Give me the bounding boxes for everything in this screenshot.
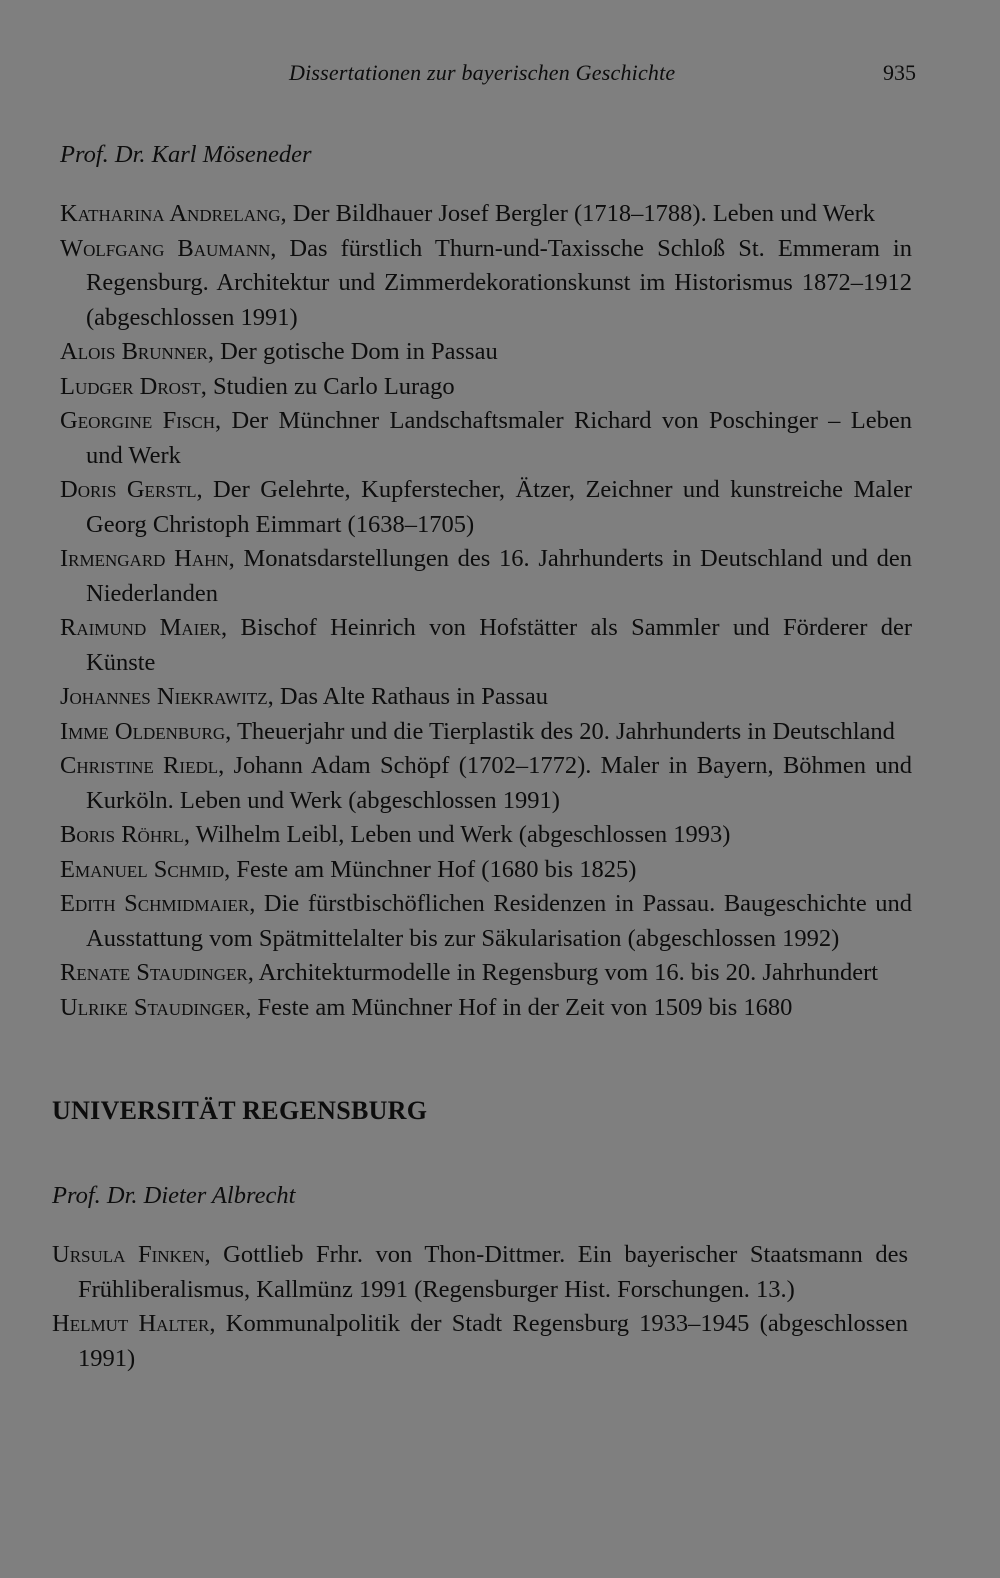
dissertation-entry — [60, 818, 912, 853]
dissertation-title: , Monatsdarstellungen des 16. Jahrhunderts in Deutschland und den Niederlanden — [86, 545, 913, 607]
dissertation-entry — [52, 1238, 908, 1307]
professor-name: Prof. Dr. Dieter Albrecht — [52, 1182, 296, 1209]
author-name: Johannes Niekrawitz — [60, 683, 268, 710]
dissertation-entry — [60, 715, 912, 750]
dissertation-entry — [60, 680, 912, 715]
dissertation-title: , Der gotische Dom in Passau — [207, 338, 498, 365]
dissertation-title: , Das fürstlich Thurn-und-Taxissche Schloß St. Emmeram in Regensburg. Architektur und Zimmerdekorationskunst im Historismus 1872–1912 (abgeschlossen 1991) — [86, 234, 912, 331]
section-heading: UNIVERSITÄT REGENSBURG — [52, 1096, 428, 1125]
dissertation-list — [52, 1238, 908, 1376]
page-number: 935 — [883, 60, 916, 85]
dissertation-entry — [60, 232, 912, 336]
dissertation-entry — [60, 335, 912, 370]
author-name: Katharina Andrelang — [60, 200, 281, 227]
professor-section-moeseneder — [60, 138, 912, 1025]
dissertation-list — [60, 197, 912, 1025]
dissertation-entry — [60, 956, 912, 991]
author-name: Imme Oldenburg — [60, 717, 226, 745]
dissertation-entry — [60, 370, 912, 405]
author-name: Edith Schmidmaier — [60, 890, 250, 917]
dissertation-entry — [60, 197, 912, 232]
dissertation-entry — [60, 991, 912, 1026]
author-name: Wolfgang Baumann — [60, 234, 271, 262]
dissertation-title: , Das Alte Rathaus in Passau — [267, 683, 549, 710]
professor-name: Prof. Dr. Karl Möseneder — [60, 141, 312, 168]
dissertation-title: , Architekturmodelle in Regensburg vom 16. bis 20. Jahrhundert — [247, 959, 879, 986]
dissertation-title: , Johann Adam Schöpf (1702–1772). Maler in Bayern, Böhmen und Kurköln. Leben und Werk (abgeschlossen 1991) — [86, 752, 912, 814]
dissertation-title: , Wilhelm Leibl, Leben und Werk (abgeschlossen 1993) — [183, 821, 731, 848]
university-section-regensburg — [52, 1093, 908, 1376]
author-name: Raimund Maier — [60, 614, 222, 641]
author-name: Boris Röhrl — [60, 821, 184, 848]
page-content — [0, 138, 1000, 1376]
dissertation-entry — [52, 1307, 908, 1376]
author-name: Helmut Halter — [52, 1310, 210, 1337]
author-name: Ludger Drost — [60, 372, 201, 400]
dissertation-title: , Studien zu Carlo Lurago — [200, 372, 455, 400]
dissertation-title: , Feste am Münchner Hof in der Zeit von 1509 bis 1680 — [245, 993, 793, 1021]
dissertation-entry — [60, 404, 912, 473]
dissertation-entry — [60, 542, 912, 611]
dissertation-entry — [60, 853, 912, 888]
dissertation-entry — [60, 473, 912, 542]
dissertation-entry — [60, 749, 912, 818]
dissertation-title: , Kommunalpolitik der Stadt Regensburg 1933–1945 (abgeschlossen 1991) — [78, 1310, 908, 1372]
author-name: Christine Riedl — [60, 752, 219, 779]
dissertation-title: , Der Gelehrte, Kupferstecher, Ätzer, Zeichner und kunstreiche Maler Georg Christoph Eimmart (1638–1705) — [86, 476, 912, 538]
author-name: Georgine Fisch — [60, 407, 215, 434]
dissertation-entry — [60, 887, 912, 956]
dissertation-title: , Theuerjahr und die Tierplastik des 20. Jahrhunderts in Deutschland — [225, 717, 895, 745]
author-name: Emanuel Schmid — [60, 855, 225, 883]
dissertation-title: , Der Bildhauer Josef Bergler (1718–1788). Leben und Werk — [280, 200, 876, 227]
author-name: Irmengard Hahn — [60, 545, 229, 572]
author-name: Alois Brunner — [60, 338, 208, 365]
dissertation-title: , Gottlieb Frhr. von Thon-Dittmer. Ein bayerischer Staatsmann des Frühliberalismus, Kallmünz 1991 (Regensburger Hist. Forschungen. 13.) — [78, 1241, 908, 1303]
dissertation-title: , Der Münchner Landschaftsmaler Richard von Poschinger – Leben und Werk — [86, 407, 912, 469]
dissertation-title: , Bischof Heinrich von Hofstätter als Sammler und Förderer der Künste — [86, 614, 913, 676]
author-name: Ulrike Staudinger — [60, 993, 246, 1021]
dissertation-title: , Feste am Münchner Hof (1680 bis 1825) — [224, 855, 637, 883]
author-name: Doris Gerstl — [60, 476, 197, 503]
dissertation-entry — [60, 611, 912, 680]
running-head — [0, 60, 1000, 94]
author-name: Ursula Finken — [52, 1241, 205, 1268]
running-title: Dissertationen zur bayerischen Geschichte — [289, 60, 676, 85]
author-name: Renate Staudinger — [60, 959, 248, 986]
dissertation-title: , Die fürstbischöflichen Residenzen in Passau. Baugeschichte und Ausstattung vom Spätmittelalter bis zur Säkularisation (abgeschlossen 1992) — [86, 890, 913, 952]
